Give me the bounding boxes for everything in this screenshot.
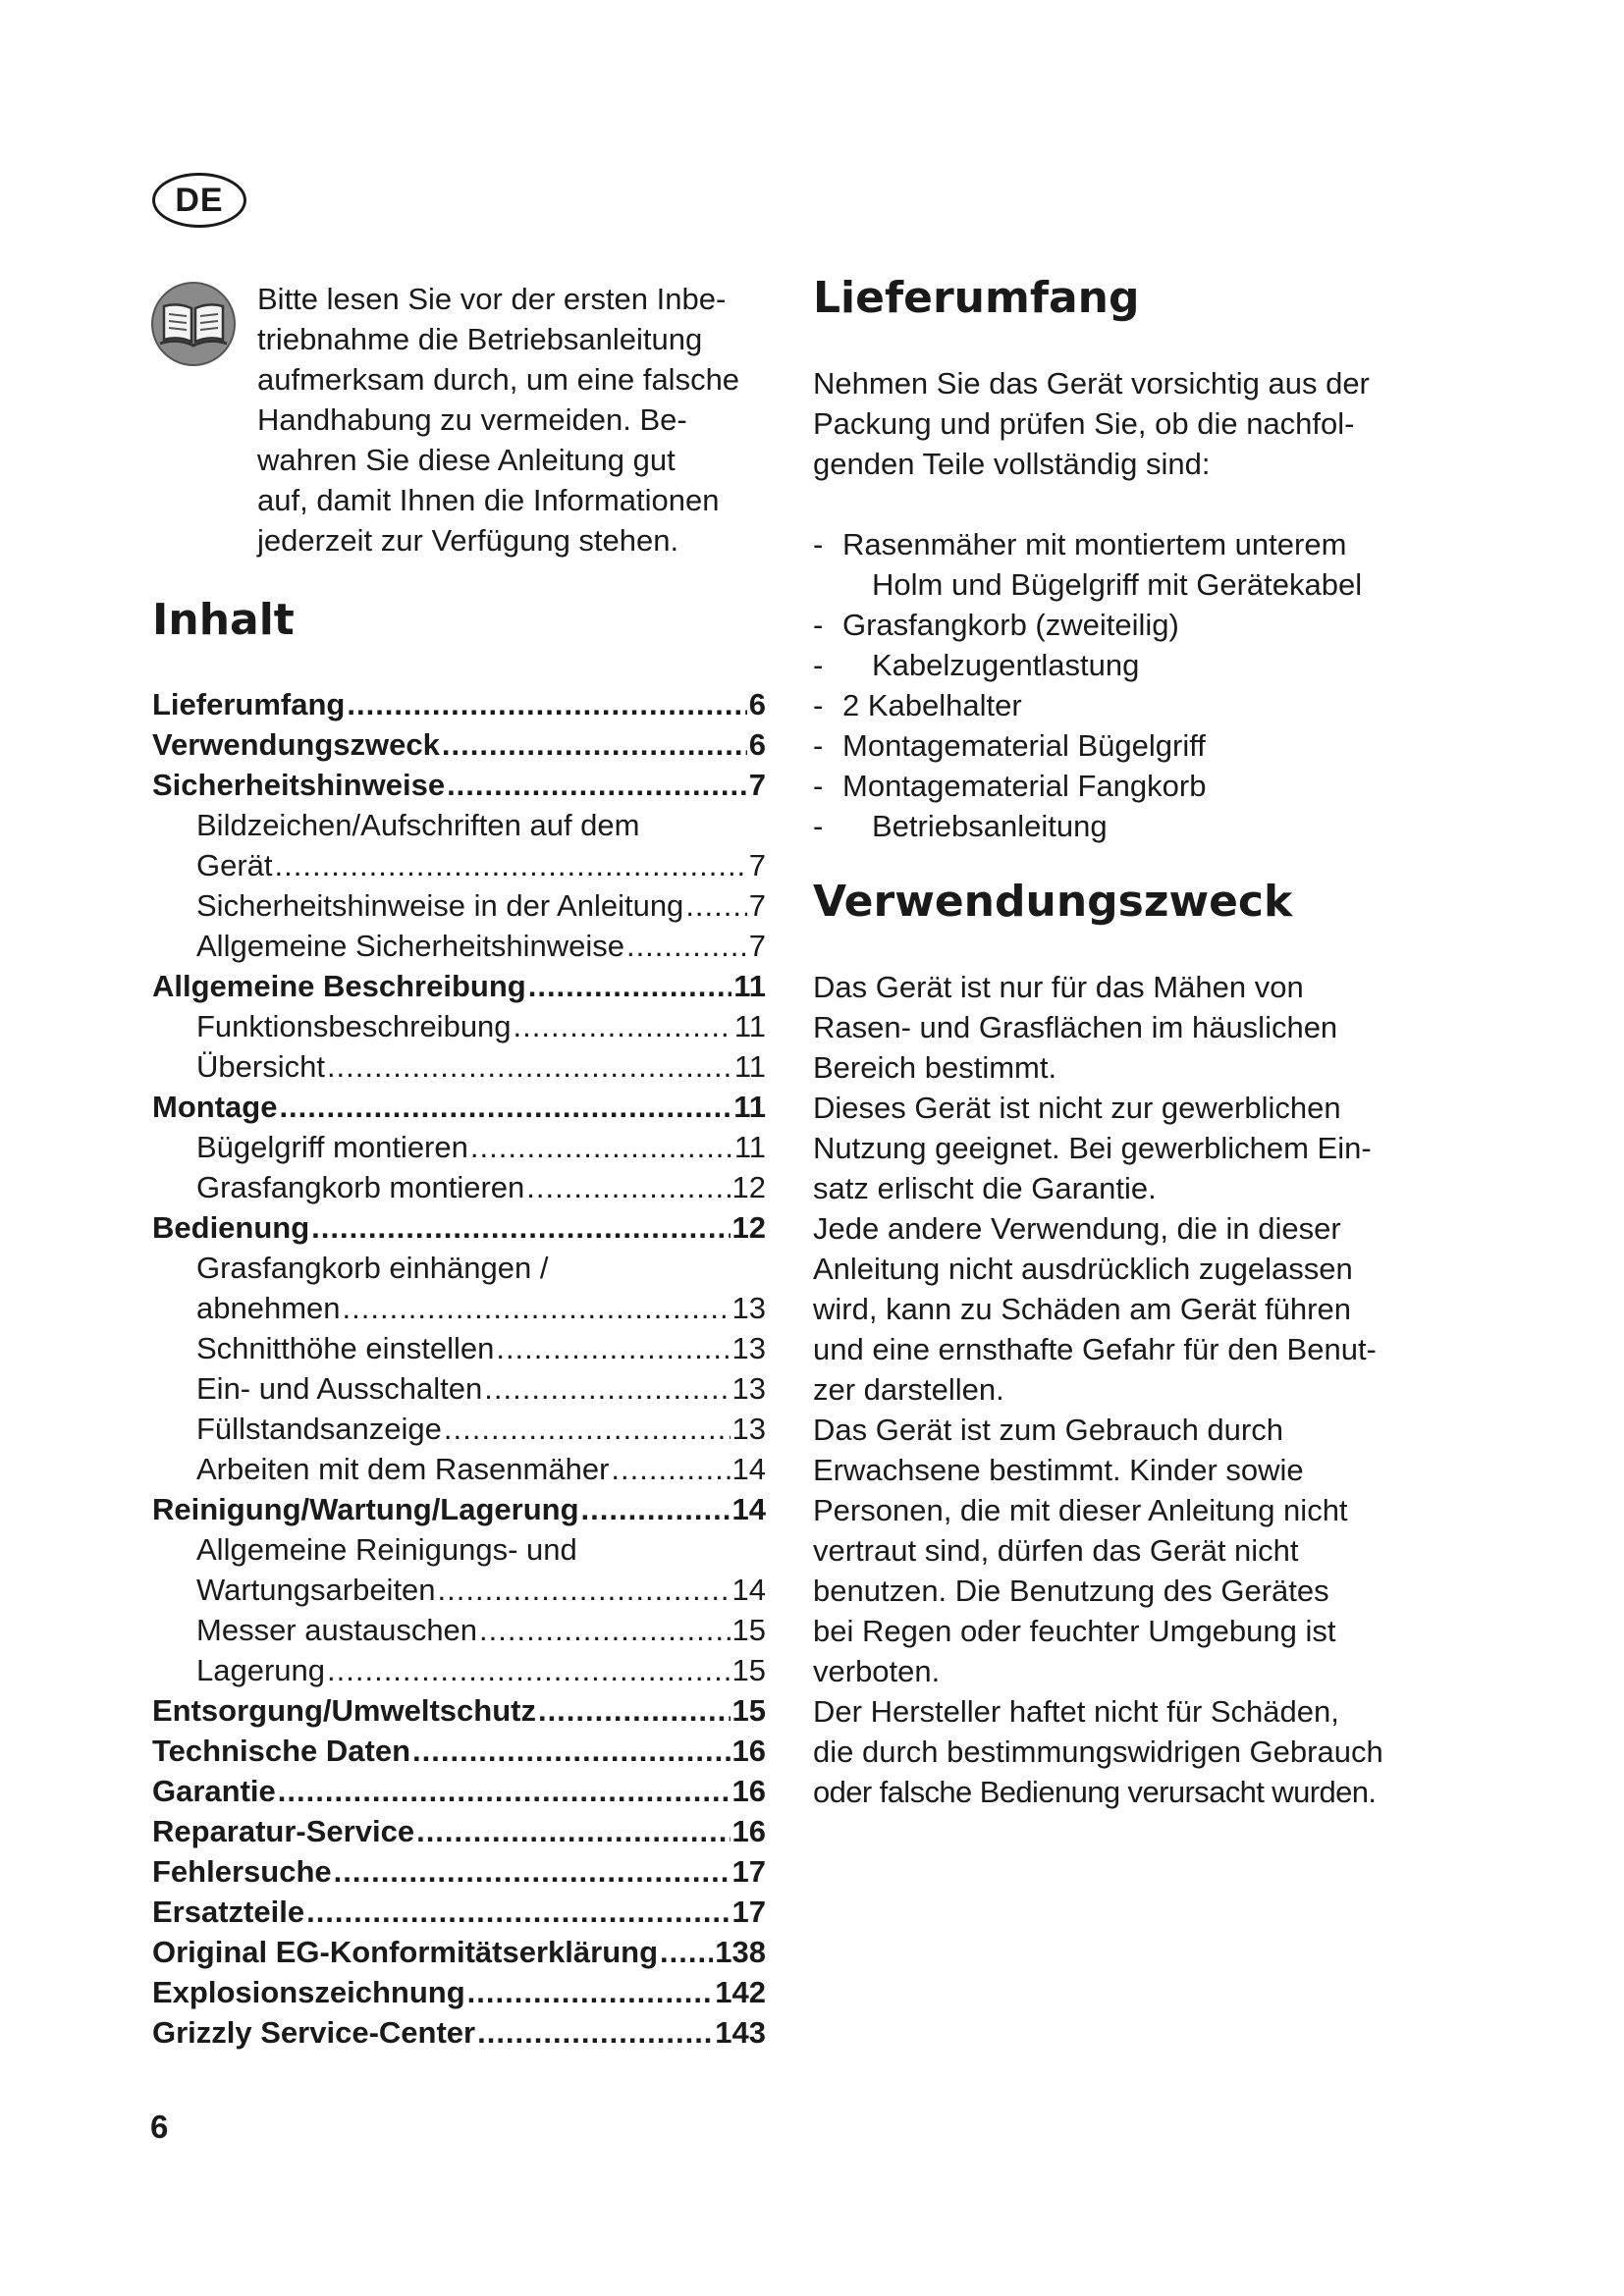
toc-leader [327, 1650, 731, 1690]
list-item: - Kabelzugentlastung [813, 645, 1441, 685]
toc-label: Grizzly Service-Center [152, 2015, 476, 2050]
intro-line: auf, damit Ihnen die Informationen [257, 483, 720, 517]
paragraph-line: vertraut sind, dürfen das Gerät nicht [813, 1533, 1299, 1568]
table-of-contents [152, 684, 766, 2053]
toc-entry[interactable] [152, 1771, 766, 1811]
toc-leader [685, 885, 746, 926]
toc-entry[interactable] [152, 1449, 766, 1489]
toc-page: 16 [731, 1774, 766, 1808]
toc-label: Schnitthöhe einstellen [196, 1331, 495, 1365]
intro-line: Handhabung zu vermeiden. Be- [257, 402, 687, 437]
toc-page: 142 [715, 1975, 766, 2009]
toc-page: 11 [733, 1009, 766, 1043]
toc-label: Reparatur-Service [152, 1814, 415, 1848]
toc-page: 14 [731, 1492, 766, 1526]
intro-line: wahren Sie diese Anleitung gut [257, 443, 676, 477]
paragraph-line: Der Hersteller haftet nicht für Schäden, [813, 1694, 1339, 1729]
toc-page: 13 [731, 1291, 766, 1325]
toc-label: Ersatzteile [152, 1895, 305, 1929]
toc-heading: Inhalt [152, 595, 295, 645]
toc-label: Funktionsbeschreibung [196, 1009, 512, 1043]
toc-label: Grasfangkorb montieren [196, 1170, 525, 1204]
toc-leader [538, 1690, 731, 1731]
toc-page: 15 [731, 1653, 766, 1687]
list-item: - Montagematerial Bügelgriff [813, 725, 1441, 766]
toc-page: 7 [748, 768, 766, 802]
toc-leader [412, 1731, 731, 1771]
language-badge: DE [152, 173, 246, 228]
list-item-text: Holm und Bügelgriff mit Gerätekabel [872, 567, 1363, 602]
toc-entry[interactable] [152, 1570, 766, 1610]
toc-page: 11 [733, 1090, 766, 1124]
toc-leader [484, 1368, 730, 1409]
list-item-text: Betriebsanleitung [872, 809, 1108, 843]
toc-page: 13 [731, 1371, 766, 1406]
toc-entry[interactable] [152, 1489, 766, 1529]
paragraph-line: Bereich bestimmt. [813, 1050, 1057, 1085]
toc-label: Reinigung/Wartung/Lagerung [152, 1492, 579, 1526]
toc-entry[interactable] [152, 2012, 766, 2053]
toc-label: Übersicht [196, 1049, 325, 1084]
paragraph-line: benutzen. Die Benutzung des Gerätes [813, 1574, 1329, 1608]
toc-label: Allgemeine Sicherheitshinweise [196, 929, 624, 963]
toc-label: Gerät [196, 848, 273, 882]
paragraph-line: verboten. [813, 1654, 941, 1688]
toc-leader [581, 1489, 731, 1529]
list-item-text: 2 Kabelhalter [842, 688, 1022, 722]
paragraph-line: bei Regen oder feuchter Umgebung ist [813, 1614, 1336, 1648]
toc-entry[interactable] [152, 684, 766, 724]
toc-page: 6 [748, 727, 766, 762]
intro-line: aufmerksam durch, um eine falsche [257, 362, 740, 397]
toc-label: Verwendungszweck [152, 727, 440, 762]
toc-leader [311, 1207, 730, 1248]
toc-leader [444, 1409, 731, 1449]
toc-label: Garantie [152, 1774, 276, 1808]
read-manual-icon [150, 281, 237, 367]
toc-label: Ein- und Ausschalten [196, 1371, 483, 1406]
toc-entry[interactable] [152, 1690, 766, 1731]
toc-entry[interactable] [152, 1731, 766, 1771]
lieferumfang-heading: Lieferumfang [813, 273, 1140, 323]
toc-entry[interactable] [152, 1932, 766, 1972]
toc-entry[interactable] [152, 1288, 766, 1328]
toc-page: 6 [748, 687, 766, 721]
paragraph-line: oder falsche Bedienung verursacht wurden. [813, 1775, 1377, 1809]
toc-leader [275, 845, 747, 885]
toc-label: Allgemeine Reinigungs- und [196, 1532, 577, 1567]
toc-page: 15 [731, 1613, 766, 1647]
toc-page: 14 [731, 1452, 766, 1486]
toc-page: 15 [731, 1693, 766, 1728]
toc-leader [467, 1972, 714, 2012]
list-item-text: Rasenmäher mit montiertem unterem [842, 527, 1347, 561]
paragraph-line: satz erlischt die Garantie. [813, 1171, 1157, 1205]
list-item-text: Grasfangkorb (zweiteilig) [842, 608, 1179, 642]
toc-label: Bildzeichen/Aufschriften auf dem [196, 808, 640, 842]
paragraph-line: wird, kann zu Schäden am Gerät führen [813, 1292, 1351, 1326]
toc-entry[interactable] [152, 966, 766, 1006]
toc-page: 12 [731, 1170, 766, 1204]
verwendungszweck-paragraph [813, 967, 1441, 1812]
intro-line: jederzeit zur Verfügung stehen. [257, 523, 679, 558]
toc-leader [660, 1932, 713, 1972]
paragraph-line: Jede andere Verwendung, die in dieser [813, 1211, 1341, 1246]
toc-entry[interactable] [152, 926, 766, 966]
toc-leader [334, 1851, 731, 1892]
toc-leader [514, 1006, 732, 1046]
toc-leader [479, 1610, 730, 1650]
toc-label: Bedienung [152, 1210, 310, 1245]
paragraph-line: Dieses Gerät ist nicht zur gewerblichen [813, 1091, 1341, 1125]
toc-page: 13 [731, 1331, 766, 1365]
toc-page: 17 [731, 1854, 766, 1889]
toc-label: Bügelgriff montieren [196, 1130, 468, 1164]
paragraph-line: Erwachsene bestimmt. Kinder sowie [813, 1453, 1304, 1487]
toc-entry[interactable] [152, 1529, 766, 1570]
lieferumfang-intro-line: Packung und prüfen Sie, ob die nachfol- [813, 406, 1355, 441]
paragraph-line: Personen, die mit dieser Anleitung nicht [813, 1493, 1348, 1527]
toc-entry[interactable] [152, 1972, 766, 2012]
toc-page: 7 [748, 929, 766, 963]
toc-entry[interactable] [152, 1248, 766, 1288]
toc-page: 138 [715, 1935, 766, 1969]
toc-entry[interactable] [152, 1167, 766, 1207]
toc-entry[interactable] [152, 1046, 766, 1087]
toc-page: 17 [731, 1895, 766, 1929]
list-item: - Grasfangkorb (zweiteilig) [813, 605, 1441, 645]
toc-entry[interactable] [152, 1892, 766, 1932]
lieferumfang-intro [813, 363, 1441, 484]
toc-label: Sicherheitshinweise [152, 768, 446, 802]
toc-leader [327, 1046, 732, 1087]
toc-leader [278, 1771, 731, 1811]
paragraph-line: Anleitung nicht ausdrücklich zugelassen [813, 1252, 1353, 1286]
toc-page: 16 [731, 1814, 766, 1848]
toc-label: Arbeiten mit dem Rasenmäher [196, 1452, 610, 1486]
toc-page: 7 [748, 888, 766, 923]
toc-label: Entsorgung/Umweltschutz [152, 1693, 536, 1728]
toc-label: Wartungsarbeiten [196, 1573, 436, 1607]
list-item: - Montagematerial Fangkorb [813, 766, 1441, 806]
toc-label: abnehmen [196, 1291, 341, 1325]
toc-leader [447, 765, 747, 805]
toc-page: 11 [733, 969, 766, 1003]
toc-page: 7 [748, 848, 766, 882]
toc-label: Füllstandsanzeige [196, 1412, 442, 1446]
toc-label: Messer austauschen [196, 1613, 478, 1647]
list-item: - 2 Kabelhalter [813, 685, 1441, 725]
toc-leader [496, 1328, 730, 1368]
lieferumfang-intro-line: genden Teile vollständig sind: [813, 447, 1211, 481]
toc-leader [343, 1288, 731, 1328]
toc-entry[interactable] [152, 1610, 766, 1650]
intro-line: triebnahme die Betriebsanleitung [257, 322, 703, 356]
toc-entry[interactable] [152, 1851, 766, 1892]
lieferumfang-intro-line: Nehmen Sie das Gerät vorsichtig aus der [813, 366, 1370, 400]
toc-leader [477, 2012, 713, 2053]
toc-leader [306, 1892, 730, 1932]
toc-label: Grasfangkorb einhängen / [196, 1251, 549, 1285]
toc-entry[interactable] [152, 765, 766, 805]
list-item-text: Kabelzugentlastung [872, 648, 1140, 682]
toc-label: Lagerung [196, 1653, 326, 1687]
paragraph-line: Das Gerät ist nur für das Mähen von [813, 970, 1304, 1004]
list-item-text: Montagematerial Fangkorb [842, 769, 1207, 803]
list-item: - Betriebsanleitung [813, 806, 1441, 846]
toc-entry[interactable] [152, 1368, 766, 1409]
paragraph-line: Rasen- und Grasflächen im häuslichen [813, 1010, 1338, 1044]
paragraph-line: die durch bestimmungswidrigen Gebrauch [813, 1735, 1383, 1769]
toc-entry[interactable] [152, 1006, 766, 1046]
verwendungszweck-heading: Verwendungszweck [813, 877, 1293, 927]
list-item [813, 564, 1441, 605]
toc-entry[interactable] [152, 1409, 766, 1449]
toc-label: Lieferumfang [152, 687, 346, 721]
toc-label: Original EG-Konformitätserklärung [152, 1935, 659, 1969]
toc-label: Montage [152, 1090, 278, 1124]
toc-page: 11 [733, 1130, 766, 1164]
toc-page: 12 [731, 1210, 766, 1245]
intro-line: Bitte lesen Sie vor der ersten Inbe- [257, 282, 727, 316]
toc-page: 13 [731, 1412, 766, 1446]
toc-entry[interactable] [152, 885, 766, 926]
paragraph-line: Das Gerät ist zum Gebrauch durch [813, 1413, 1283, 1447]
toc-entry[interactable] [152, 1328, 766, 1368]
list-item-text: Montagematerial Bügelgriff [842, 728, 1206, 763]
toc-leader [528, 966, 732, 1006]
toc-leader [279, 1087, 731, 1127]
toc-leader [416, 1811, 730, 1851]
toc-leader [611, 1449, 730, 1489]
toc-entry[interactable] [152, 1207, 766, 1248]
toc-page: 14 [731, 1573, 766, 1607]
toc-page: 11 [733, 1049, 766, 1084]
page-number: 6 [150, 2109, 169, 2145]
toc-leader [526, 1167, 730, 1207]
toc-label: Allgemeine Beschreibung [152, 969, 526, 1003]
toc-entry[interactable] [152, 845, 766, 885]
toc-page: 143 [715, 2015, 766, 2050]
toc-entry[interactable] [152, 1650, 766, 1690]
toc-label: Sicherheitshinweise in der Anleitung [196, 888, 684, 923]
toc-label: Explosionszeichnung [152, 1975, 465, 2009]
toc-leader [347, 684, 746, 724]
toc-leader [626, 926, 747, 966]
lieferumfang-list [813, 524, 1441, 846]
paragraph-line: zer darstellen. [813, 1372, 1004, 1407]
toc-page: 16 [731, 1734, 766, 1768]
paragraph-line: und eine ernsthafte Gefahr für den Benut- [813, 1332, 1377, 1366]
toc-label: Fehlersuche [152, 1854, 332, 1889]
toc-leader [442, 724, 747, 765]
toc-entry[interactable] [152, 724, 766, 765]
list-item: - Rasenmäher mit montiertem unterem [813, 524, 1441, 564]
toc-leader [470, 1127, 732, 1167]
toc-entry[interactable] [152, 805, 766, 845]
toc-entry[interactable] [152, 1127, 766, 1167]
toc-leader [438, 1570, 731, 1610]
toc-entry[interactable] [152, 1811, 766, 1851]
toc-label: Technische Daten [152, 1734, 411, 1768]
paragraph-line: Nutzung geeignet. Bei gewerblichem Ein- [813, 1131, 1372, 1165]
intro-paragraph [257, 279, 787, 561]
toc-entry[interactable] [152, 1087, 766, 1127]
